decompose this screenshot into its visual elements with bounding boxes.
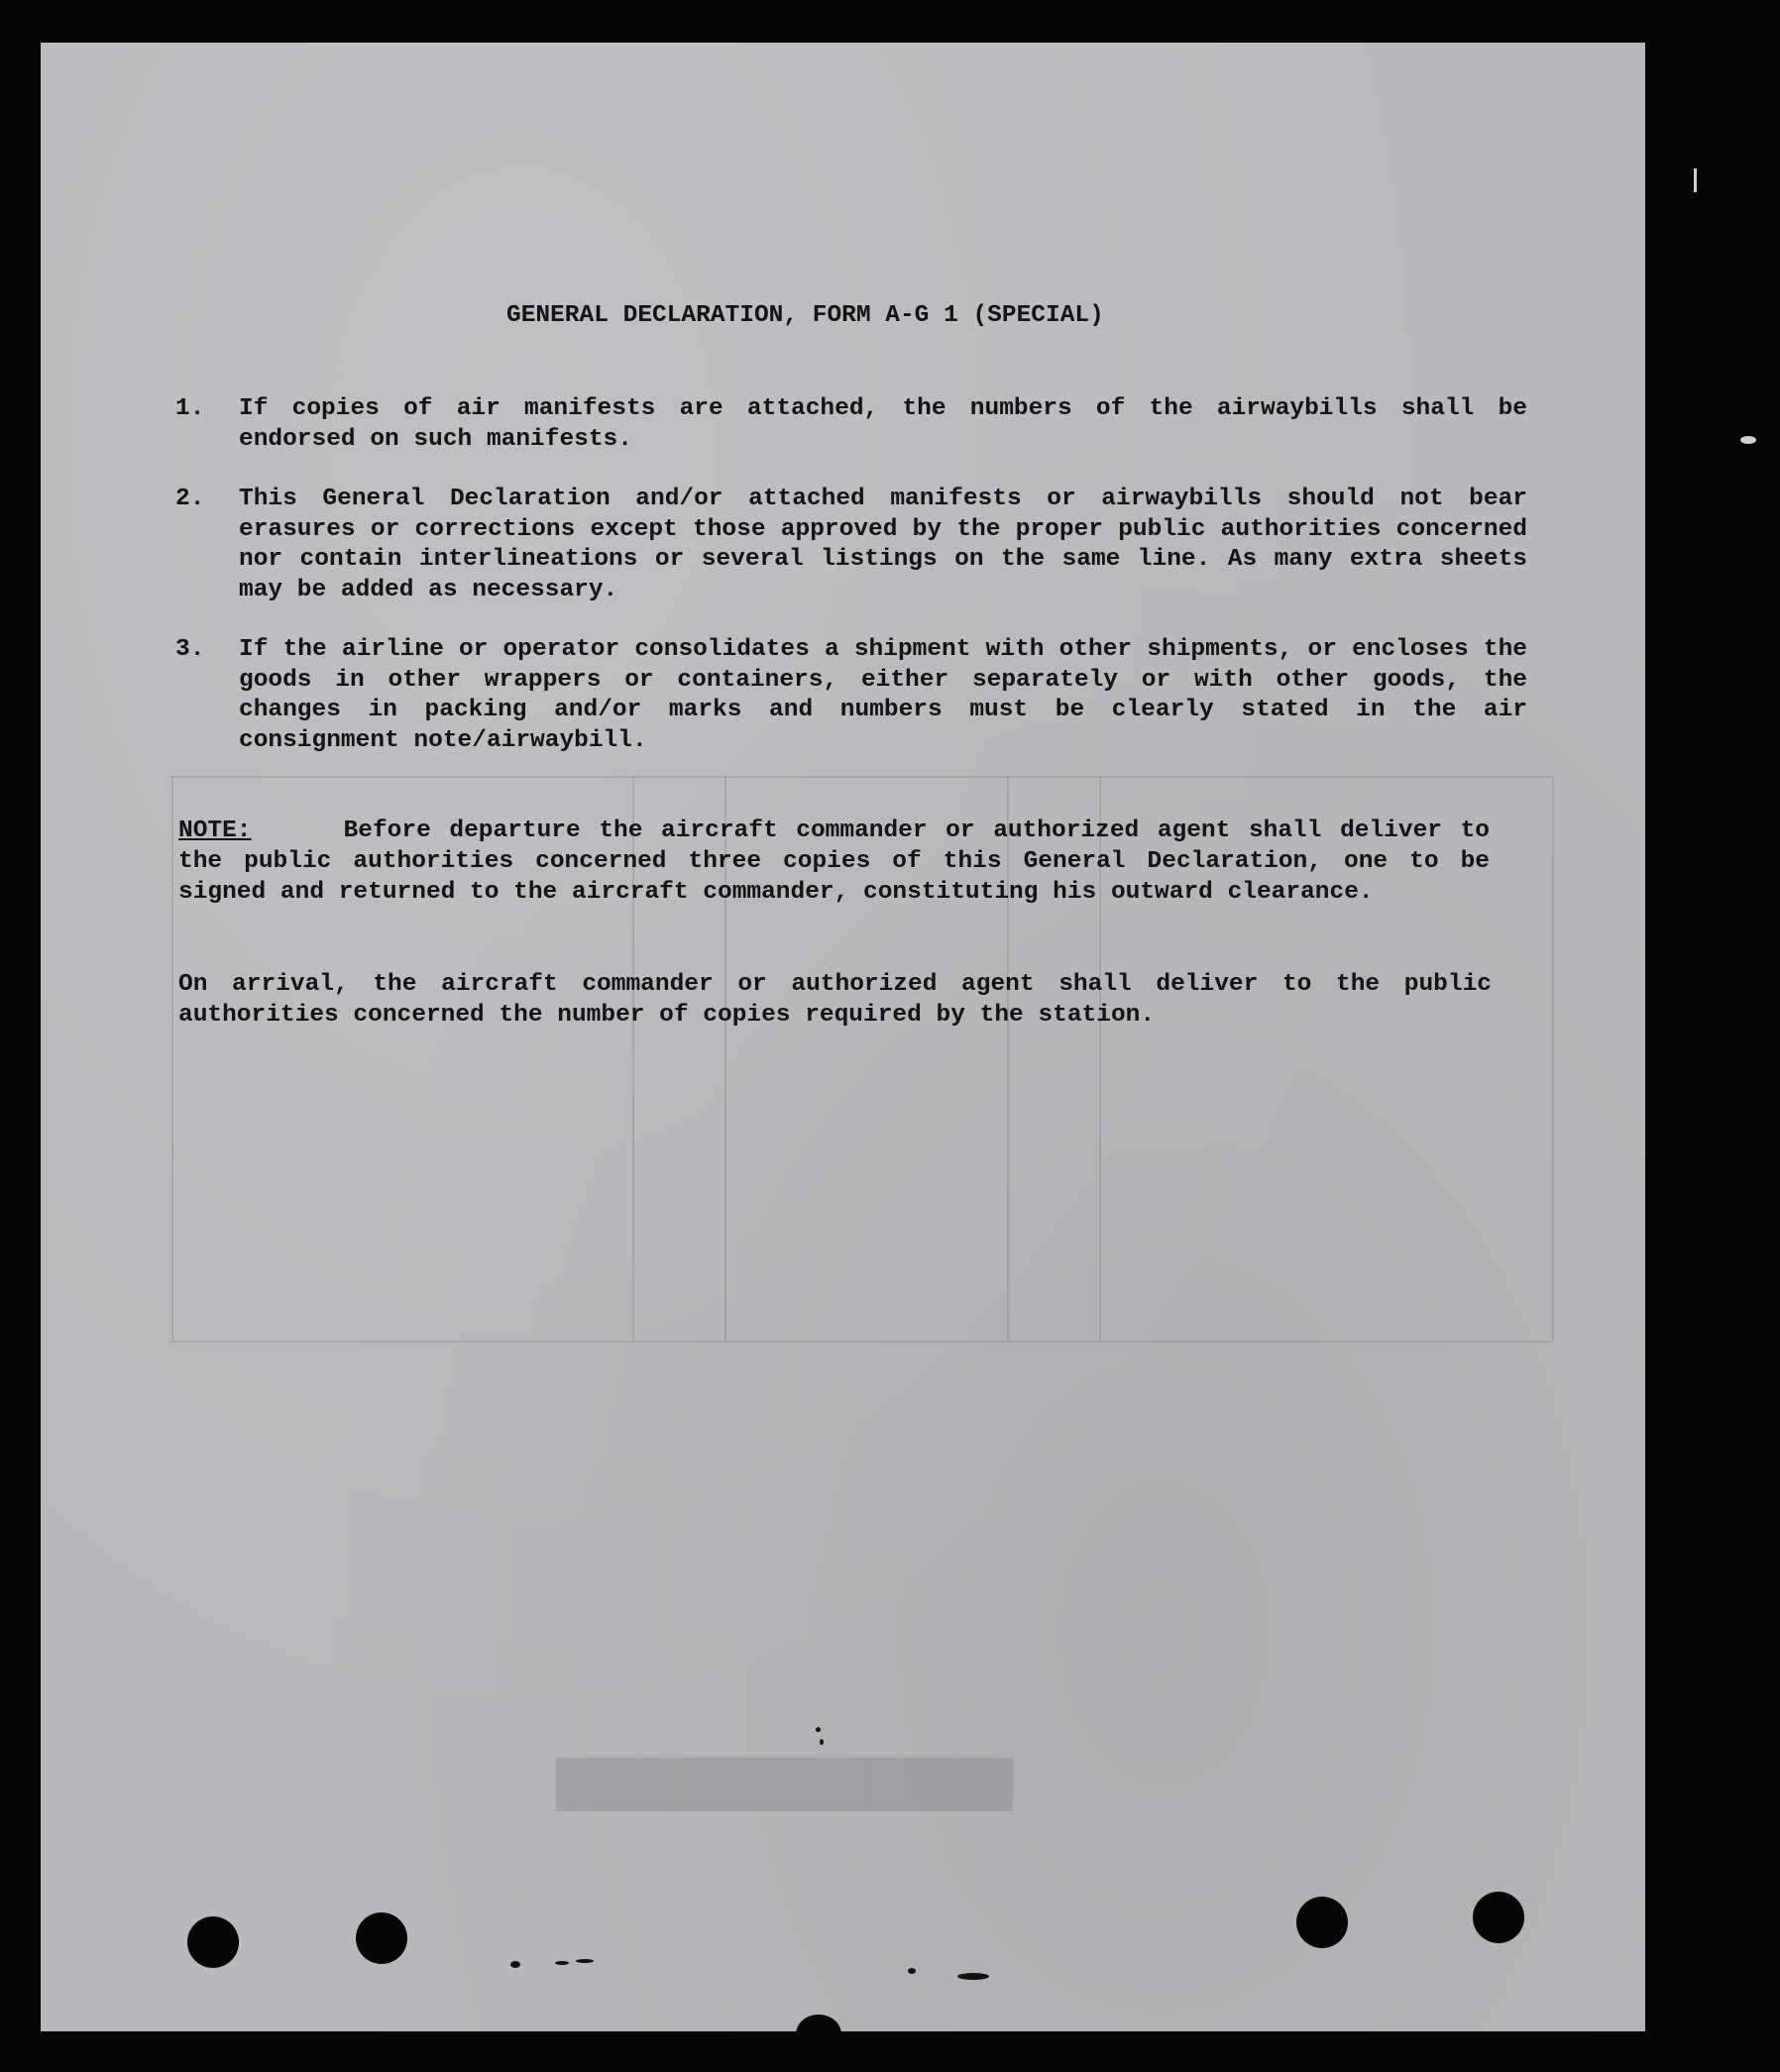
- scan-speck: [555, 1961, 569, 1965]
- document-sheet: [41, 43, 1645, 2031]
- border-mark: [1740, 436, 1756, 444]
- scan-speck: [576, 1959, 594, 1963]
- item-number: 3.: [175, 636, 205, 663]
- item-text: If copies of air manifests are attached, the numbers of the airwaybills shall be endorsed on such manifests.: [239, 395, 1527, 453]
- punch-hole: [356, 1912, 407, 1964]
- item-text: This General Declaration and/or attached manifests or airwaybills should not bear erasures or corrections except those approved by the proper public authorities concerned nor contain interlineations or several listings on the same line. As many extra sheets may be added as necessary.: [239, 486, 1527, 603]
- punch-hole: [1296, 1897, 1348, 1948]
- scan-speck: [957, 1973, 989, 1980]
- bleed-through-ghost: ████████████████: [556, 1757, 1013, 1810]
- note-text: Before departure the aircraft commander or authorized agent shall deliver to the public authorities concerned three copies of this General Declaration, one to be signed and returned to the aircraft commander, constituting his outward clearance.: [178, 818, 1490, 906]
- item-number: 1.: [175, 395, 205, 422]
- scan-speck: [816, 1727, 821, 1732]
- declaration-text: [41, 43, 1645, 2031]
- scan-speck: [510, 1961, 520, 1968]
- border-mark: [1694, 168, 1697, 192]
- punch-hole: [187, 1916, 239, 1968]
- scan-speck: [908, 1968, 916, 1974]
- arrival-paragraph: On arrival, the aircraft commander or authorized agent shall deliver to the public authorities concerned the number of copies required by the station.: [178, 971, 1492, 1029]
- item-text: If the airline or operator consolidates a shipment with other shipments, or encloses the goods in other wrappers or containers, either separately or with other goods, the changes in packing and/or marks and numbers must be clearly stated in the air consignment note/airwaybill.: [239, 636, 1527, 754]
- scan-speck: [820, 1739, 824, 1745]
- item-number: 2.: [175, 486, 205, 512]
- note-label: NOTE:: [178, 818, 252, 844]
- note-paragraph: [178, 816, 1490, 908]
- document-title: GENERAL DECLARATION, FORM A-G 1 (SPECIAL): [506, 302, 1104, 329]
- punch-hole: [1473, 1892, 1524, 1943]
